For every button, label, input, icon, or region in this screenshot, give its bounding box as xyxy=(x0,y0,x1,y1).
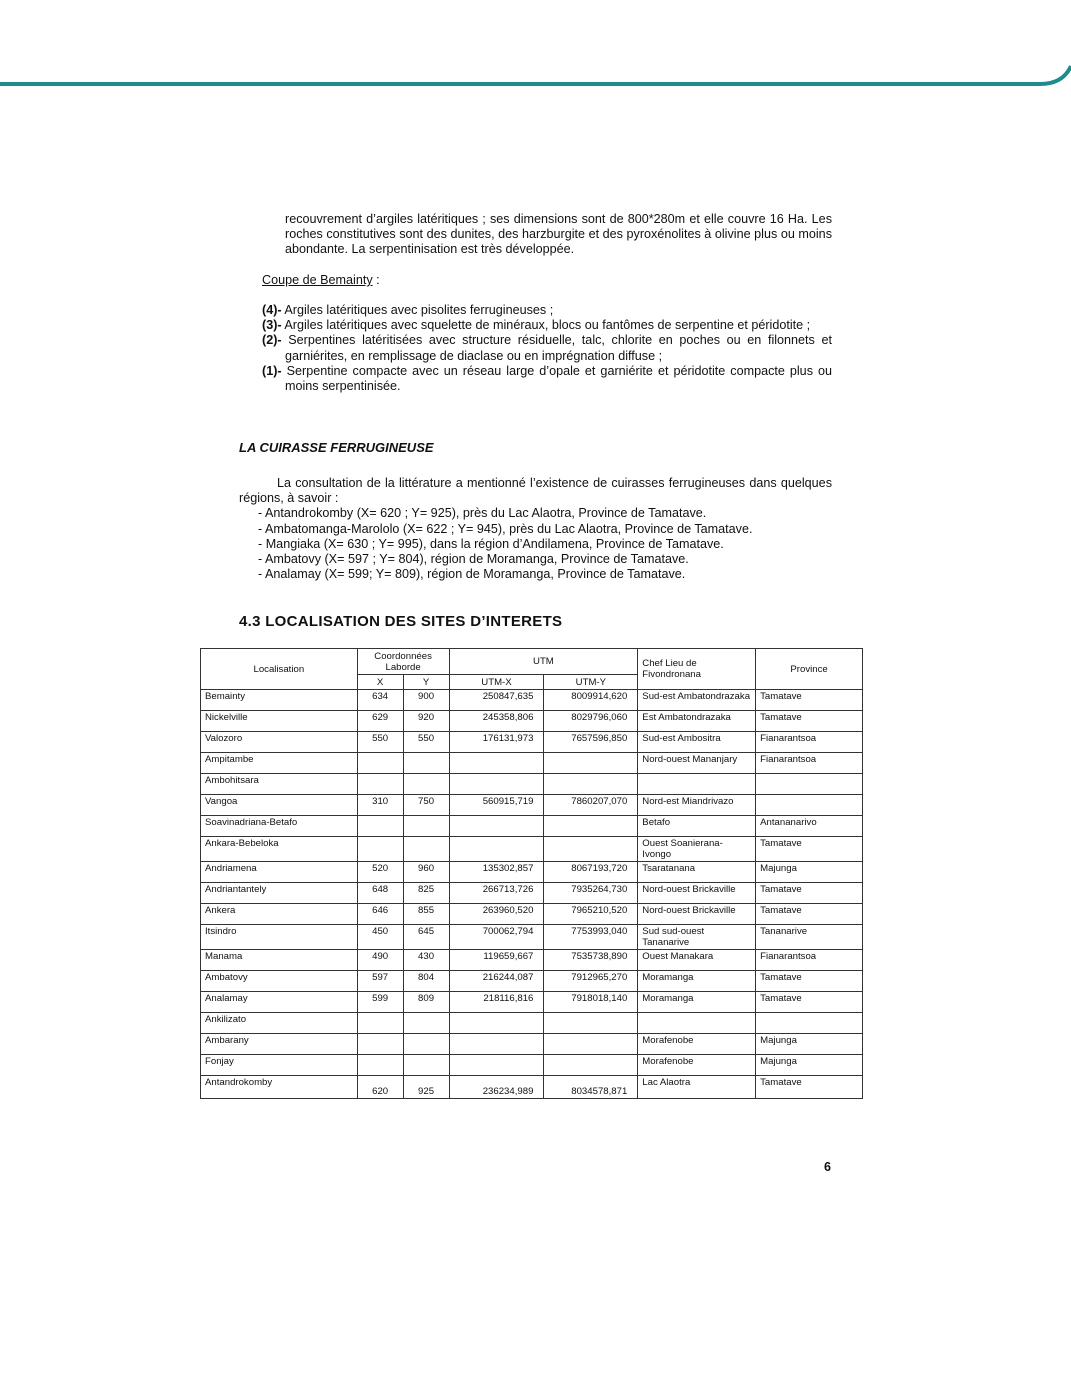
header-chef-lieu: Chef Lieu de Fivondronana xyxy=(638,649,756,690)
layer-list xyxy=(262,303,832,394)
cell-utm-y: 7535738,890 xyxy=(544,950,638,971)
cell-province: Fianarantsoa xyxy=(756,732,863,753)
cell-province: Tamatave xyxy=(756,992,863,1013)
cell-utm-y: 7657596,850 xyxy=(544,732,638,753)
layer-number: (4)- xyxy=(262,303,282,317)
cell-utm-y: 7753993,040 xyxy=(544,925,638,950)
cell-x: 648 xyxy=(357,883,403,904)
layer-number: (3)- xyxy=(262,318,282,333)
layer-text: Serpentine compacte avec un réseau large d’opale et garniérite et péridotite compacte plus ou moins serpentinisée. xyxy=(285,363,833,394)
cell-chef-lieu xyxy=(638,1013,756,1034)
table-row xyxy=(201,690,863,711)
cuirasse-list-item: - Antandrokomby (X= 620 ; Y= 925), près du Lac Alaotra, Province de Tamatave. xyxy=(258,506,707,521)
table-row xyxy=(201,732,863,753)
table-row xyxy=(201,1013,863,1034)
cell-localisation: Bemainty xyxy=(201,690,358,711)
table-row xyxy=(201,925,863,950)
layer-item xyxy=(262,318,832,333)
cell-utm-y: 7912965,270 xyxy=(544,971,638,992)
cell-localisation: Manama xyxy=(201,950,358,971)
cell-y: 925 xyxy=(403,1076,449,1099)
cell-chef-lieu: Nord-ouest Mananjary xyxy=(638,753,756,774)
cell-chef-lieu: Moramanga xyxy=(638,971,756,992)
table-row xyxy=(201,753,863,774)
layer-item xyxy=(262,303,832,318)
cell-province: Tananarive xyxy=(756,925,863,950)
cell-province: Fianarantsoa xyxy=(756,753,863,774)
cell-y xyxy=(403,816,449,837)
cell-utm-x: 216244,087 xyxy=(449,971,544,992)
cell-x: 599 xyxy=(357,992,403,1013)
table-row xyxy=(201,1055,863,1076)
table-row xyxy=(201,816,863,837)
cell-province: Majunga xyxy=(756,1034,863,1055)
cell-localisation: Nickelville xyxy=(201,711,358,732)
cell-province: Tamatave xyxy=(756,690,863,711)
header-utm: UTM xyxy=(449,649,638,675)
cell-localisation: Ankara-Bebeloka xyxy=(201,837,358,862)
cell-utm-x xyxy=(449,837,544,862)
cell-utm-x: 218116,816 xyxy=(449,992,544,1013)
cell-y xyxy=(403,753,449,774)
layer-item xyxy=(262,333,832,363)
cell-chef-lieu: Sud-est Ambatondrazaka xyxy=(638,690,756,711)
cell-localisation: Ankera xyxy=(201,904,358,925)
header-coordonnees: Coordonnées Laborde xyxy=(357,649,449,675)
cell-localisation: Ambatovy xyxy=(201,971,358,992)
cell-utm-y: 8009914,620 xyxy=(544,690,638,711)
section-heading-cuirasse: LA CUIRASSE FERRUGINEUSE xyxy=(239,440,434,455)
cell-y: 900 xyxy=(403,690,449,711)
cell-chef-lieu: Lac Alaotra xyxy=(638,1076,756,1099)
cell-localisation: Ankilizato xyxy=(201,1013,358,1034)
section-heading-localisation: 4.3 LOCALISATION DES SITES D’INTERETS xyxy=(239,613,563,630)
cell-utm-x: 176131,973 xyxy=(449,732,544,753)
cell-localisation: Fonjay xyxy=(201,1055,358,1076)
sites-table xyxy=(200,648,863,1099)
cell-chef-lieu xyxy=(638,774,756,795)
cell-localisation: Itsindro xyxy=(201,925,358,950)
cell-utm-x: 119659,667 xyxy=(449,950,544,971)
cell-x: 646 xyxy=(357,904,403,925)
cell-province: Tamatave xyxy=(756,971,863,992)
table-row xyxy=(201,971,863,992)
cell-y xyxy=(403,1055,449,1076)
cell-chef-lieu: Ouest Manakara xyxy=(638,950,756,971)
cell-x: 629 xyxy=(357,711,403,732)
cell-utm-y xyxy=(544,753,638,774)
layer-number: (2)- xyxy=(262,333,282,348)
cell-x: 450 xyxy=(357,925,403,950)
cell-utm-x xyxy=(449,774,544,795)
cell-utm-y: 7860207,070 xyxy=(544,795,638,816)
cell-utm-y xyxy=(544,1034,638,1055)
cell-localisation: Ambohitsara xyxy=(201,774,358,795)
cell-x: 550 xyxy=(357,732,403,753)
layer-item xyxy=(262,364,832,394)
cell-y: 804 xyxy=(403,971,449,992)
cell-province: Tamatave xyxy=(756,1076,863,1099)
cuirasse-list xyxy=(239,506,832,582)
cell-province xyxy=(756,795,863,816)
cell-utm-y xyxy=(544,837,638,862)
cell-x: 597 xyxy=(357,971,403,992)
cell-localisation: Andriantantely xyxy=(201,883,358,904)
cell-y: 855 xyxy=(403,904,449,925)
cuirasse-section xyxy=(239,476,832,582)
cell-x xyxy=(357,1013,403,1034)
cell-utm-y: 7965210,520 xyxy=(544,904,638,925)
table-row xyxy=(201,992,863,1013)
cell-x: 634 xyxy=(357,690,403,711)
cell-utm-y: 7918018,140 xyxy=(544,992,638,1013)
cell-province: Tamatave xyxy=(756,904,863,925)
header-utm-y: UTM-Y xyxy=(544,675,638,690)
cell-y xyxy=(403,1013,449,1034)
cell-x xyxy=(357,837,403,862)
header-x: X xyxy=(357,675,403,690)
cell-localisation: Soavinadriana-Betafo xyxy=(201,816,358,837)
cell-x: 520 xyxy=(357,862,403,883)
cell-x: 620 xyxy=(357,1076,403,1099)
cuirasse-list-item: - Ambatovy (X= 597 ; Y= 804), région de Moramanga, Province de Tamatave. xyxy=(258,552,689,567)
cell-x xyxy=(357,816,403,837)
header-accent-bar xyxy=(0,0,1071,95)
cell-chef-lieu: Ouest Soanierana-Ivongo xyxy=(638,837,756,862)
cell-y: 809 xyxy=(403,992,449,1013)
cell-utm-x: 700062,794 xyxy=(449,925,544,950)
cell-chef-lieu: Nord-ouest Brickaville xyxy=(638,883,756,904)
cell-x xyxy=(357,1055,403,1076)
cell-utm-y: 8029796,060 xyxy=(544,711,638,732)
cuirasse-list-item: - Mangiaka (X= 630 ; Y= 995), dans la région d’Andilamena, Province de Tamatave. xyxy=(258,536,724,551)
cell-utm-x: 236234,989 xyxy=(449,1076,544,1099)
cell-y: 960 xyxy=(403,862,449,883)
cell-utm-x xyxy=(449,1055,544,1076)
page-number: 6 xyxy=(824,1160,832,1174)
table-row xyxy=(201,1034,863,1055)
layer-number: (1)- xyxy=(262,363,282,378)
cell-utm-y xyxy=(544,1013,638,1034)
cell-chef-lieu: Sud-est Ambositra xyxy=(638,732,756,753)
table-row xyxy=(201,862,863,883)
layer-text: Argiles latéritiques avec pisolites ferrugineuses ; xyxy=(284,303,554,317)
cell-x xyxy=(357,1034,403,1055)
coupe-title-suffix: : xyxy=(372,273,380,287)
header-y: Y xyxy=(403,675,449,690)
cell-chef-lieu: Betafo xyxy=(638,816,756,837)
table-row xyxy=(201,883,863,904)
cell-utm-y: 7935264,730 xyxy=(544,883,638,904)
cell-province: Tamatave xyxy=(756,837,863,862)
cell-province: Tamatave xyxy=(756,711,863,732)
header-localisation: Localisation xyxy=(201,649,358,690)
cell-chef-lieu: Est Ambatondrazaka xyxy=(638,711,756,732)
header-province: Province xyxy=(756,649,863,690)
cell-y: 645 xyxy=(403,925,449,950)
cell-x: 490 xyxy=(357,950,403,971)
cell-utm-x: 266713,726 xyxy=(449,883,544,904)
cell-localisation: Ampitambe xyxy=(201,753,358,774)
cell-y xyxy=(403,1034,449,1055)
layer-text: Serpentines latéritisées avec structure résiduelle, talc, chlorite en poches ou en filonnets et garniérites, en remplissage de diaclase ou en imprégnation diffuse ; xyxy=(285,333,832,363)
cell-chef-lieu: Moramanga xyxy=(638,992,756,1013)
table-body xyxy=(201,690,863,1099)
cell-chef-lieu: Morafenobe xyxy=(638,1055,756,1076)
table-row xyxy=(201,837,863,862)
cell-chef-lieu: Tsaratanana xyxy=(638,862,756,883)
table-row xyxy=(201,774,863,795)
cell-province xyxy=(756,1013,863,1034)
cell-utm-x: 245358,806 xyxy=(449,711,544,732)
cell-utm-y xyxy=(544,774,638,795)
table-row xyxy=(201,904,863,925)
cell-y: 430 xyxy=(403,950,449,971)
cell-province xyxy=(756,774,863,795)
cell-chef-lieu: Nord-ouest Brickaville xyxy=(638,904,756,925)
cell-chef-lieu: Morafenobe xyxy=(638,1034,756,1055)
cell-utm-x: 560915,719 xyxy=(449,795,544,816)
cell-province: Fianarantsoa xyxy=(756,950,863,971)
cell-utm-y xyxy=(544,816,638,837)
coupe-title-text: Coupe de Bemainty xyxy=(262,273,373,287)
table-row xyxy=(201,950,863,971)
cell-x xyxy=(357,753,403,774)
cuirasse-list-item: - Ambatomanga-Marololo (X= 622 ; Y= 945), près du Lac Alaotra, Province de Tamatave. xyxy=(258,521,753,536)
paragraph-description: recouvrement d’argiles latéritiques ; ses dimensions sont de 800*280m et elle couvre 16 Ha. Les roches constitutives sont des dunites, des harzburgite et des pyroxénolites à olivine plus ou moins abondante. La serpentinisation est très développée. xyxy=(285,212,832,257)
cell-utm-y: 8034578,871 xyxy=(544,1076,638,1099)
cell-province: Majunga xyxy=(756,1055,863,1076)
layer-text: Argiles latéritiques avec squelette de minéraux, blocs ou fantômes de serpentine et péridotite ; xyxy=(284,318,811,333)
cell-x: 310 xyxy=(357,795,403,816)
cell-utm-x xyxy=(449,816,544,837)
coupe-title xyxy=(262,273,380,287)
cell-localisation: Analamay xyxy=(201,992,358,1013)
table-row xyxy=(201,795,863,816)
cell-localisation: Antandrokomby xyxy=(201,1076,358,1099)
cell-utm-x: 135302,857 xyxy=(449,862,544,883)
cell-utm-x: 263960,520 xyxy=(449,904,544,925)
cell-localisation: Vangoa xyxy=(201,795,358,816)
cell-y: 550 xyxy=(403,732,449,753)
cell-utm-y xyxy=(544,1055,638,1076)
cuirasse-intro: La consultation de la littérature a mentionné l’existence de cuirasses ferrugineuses dans quelques régions, à savoir : xyxy=(239,476,832,506)
cell-province: Tamatave xyxy=(756,883,863,904)
cell-localisation: Andriamena xyxy=(201,862,358,883)
cell-utm-x: 250847,635 xyxy=(449,690,544,711)
cell-province: Antananarivo xyxy=(756,816,863,837)
cell-chef-lieu: Sud sud-ouest Tananarive xyxy=(638,925,756,950)
cell-y: 920 xyxy=(403,711,449,732)
cell-y xyxy=(403,774,449,795)
cell-x xyxy=(357,774,403,795)
cell-utm-x xyxy=(449,753,544,774)
table-row xyxy=(201,1076,863,1099)
cell-utm-x xyxy=(449,1013,544,1034)
cell-y: 750 xyxy=(403,795,449,816)
cell-utm-x xyxy=(449,1034,544,1055)
cell-utm-y: 8067193,720 xyxy=(544,862,638,883)
cell-localisation: Valozoro xyxy=(201,732,358,753)
table-row xyxy=(201,711,863,732)
cell-y: 825 xyxy=(403,883,449,904)
cell-y xyxy=(403,837,449,862)
header-utm-x: UTM-X xyxy=(449,675,544,690)
cell-localisation: Ambarany xyxy=(201,1034,358,1055)
cell-province: Majunga xyxy=(756,862,863,883)
cuirasse-list-item: - Analamay (X= 599; Y= 809), région de Moramanga, Province de Tamatave. xyxy=(258,567,686,582)
cell-chef-lieu: Nord-est Miandrivazo xyxy=(638,795,756,816)
